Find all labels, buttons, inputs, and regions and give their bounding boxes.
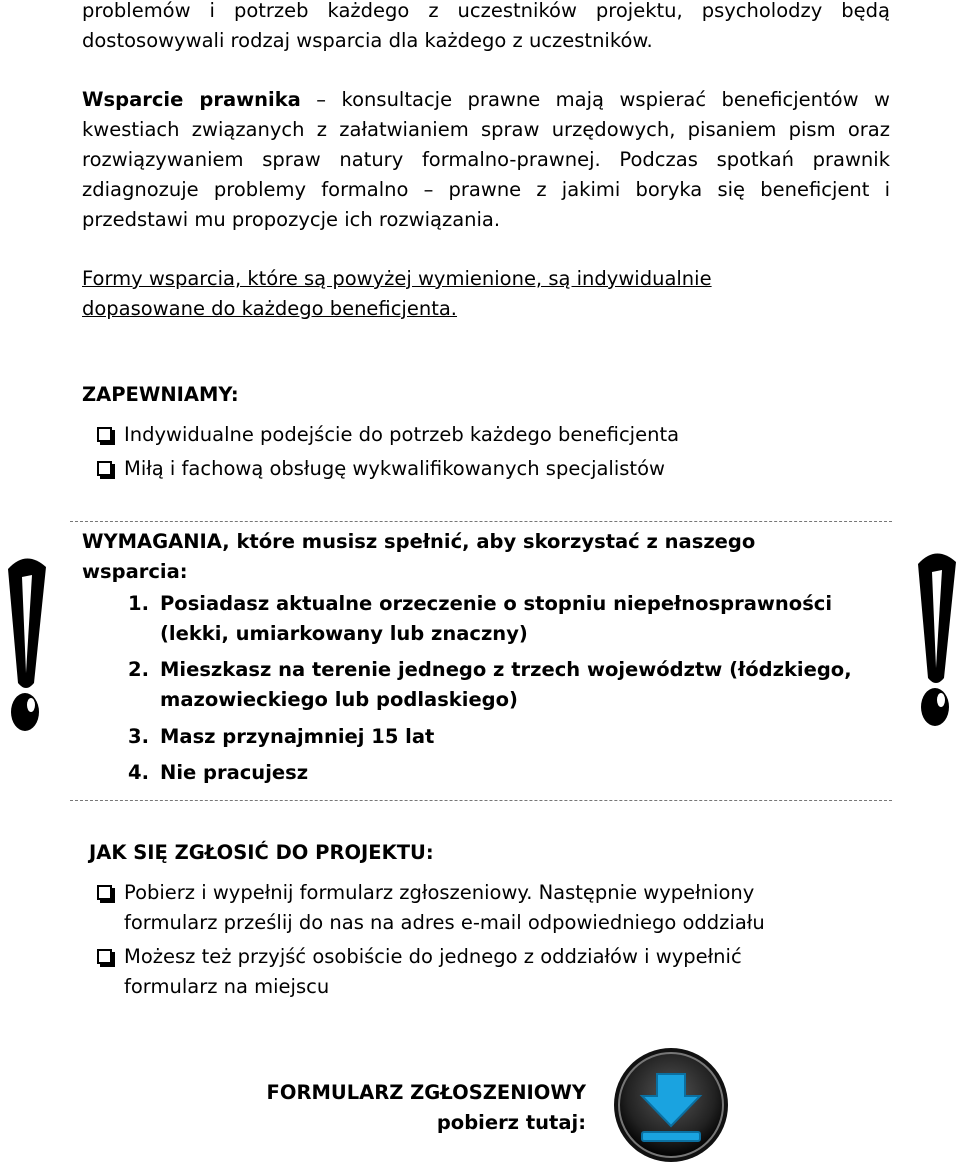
apply-item — [97, 878, 834, 938]
requirement-number: 4. — [128, 761, 149, 784]
requirement-number: 2. — [128, 658, 149, 681]
requirement-item — [128, 758, 860, 788]
requirement-number: 1. — [128, 592, 149, 615]
requirement-item — [128, 589, 860, 649]
legal-support-label: Wsparcie prawnika — [82, 88, 301, 111]
apply-heading: JAK SIĘ ZGŁOSIĆ DO PROJEKTU: — [89, 841, 434, 864]
guarantee-item-text: Miłą i fachową obsługę wykwalifikowanych specjalistów — [124, 457, 665, 480]
requirement-text: Mieszkasz na terenie jednego z trzech województw (łódzkiego, mazowieckiego lub podlaskiego) — [160, 658, 852, 711]
legal-support-text: – konsultacje prawne mają wspierać beneficjentów w kwestiach związanych z załatwianiem spraw urzędowych, pisaniem pism oraz rozwiązywaniem spraw natury formalno-prawnej. Podczas spotkań prawnik zdiagnozuje problemy formalno – prawne z jakimi boryka się beneficjent i przedstawi mu propozycje ich rozwiązania. — [82, 88, 890, 231]
requirement-number: 3. — [128, 725, 149, 748]
requirement-item — [128, 655, 860, 715]
apply-item — [97, 942, 834, 1002]
guarantee-heading: ZAPEWNIAMY: — [82, 383, 239, 406]
checkbox-icon — [97, 949, 112, 964]
guarantee-item — [97, 420, 834, 450]
divider-top — [70, 521, 892, 522]
intro-paragraph-1: problemów i potrzeb każdego z uczestników projektu, psycholodzy będą dostosowywali rodzaj wsparcia dla każdego z uczestników. — [82, 0, 890, 52]
apply-item-text: Możesz też przyjść osobiście do jednego z oddziałów i wypełnić formularz na miejscu — [124, 945, 742, 998]
download-label[interactable] — [234, 1078, 586, 1138]
exclamation-right-icon — [910, 550, 960, 730]
intro-paragraph-2 — [82, 85, 890, 235]
requirement-text: Masz przynajmniej 15 lat — [160, 725, 435, 748]
checkbox-icon — [97, 461, 112, 476]
download-label-line2: pobierz tutaj: — [436, 1111, 586, 1134]
checkbox-icon — [97, 427, 112, 442]
checkbox-icon — [97, 885, 112, 900]
guarantee-item — [97, 454, 834, 484]
guarantee-item-text: Indywidualne podejście do potrzeb każdego beneficjenta — [124, 423, 680, 446]
download-label-line1: FORMULARZ ZGŁOSZENIOWY — [266, 1081, 586, 1104]
download-icon[interactable] — [612, 1046, 730, 1164]
requirements-heading: WYMAGANIA, które musisz spełnić, aby skorzystać z naszego wsparcia: — [82, 530, 756, 583]
requirement-text: Nie pracujesz — [160, 761, 309, 784]
exclamation-left-icon — [0, 555, 52, 735]
intro-paragraph-3: Formy wsparcia, które są powyżej wymienione, są indywidualnie dopasowane do każdego beneficjenta. — [82, 267, 712, 320]
requirement-text: Posiadasz aktualne orzeczenie o stopniu niepełnosprawności (lekki, umiarkowany lub znaczny) — [160, 592, 833, 645]
apply-item-text: Pobierz i wypełnij formularz zgłoszeniowy. Następnie wypełniony formularz prześlij do nas na adres e-mail odpowiedniego oddziału — [124, 881, 765, 934]
requirement-item — [128, 722, 860, 752]
divider-bottom — [70, 800, 892, 801]
